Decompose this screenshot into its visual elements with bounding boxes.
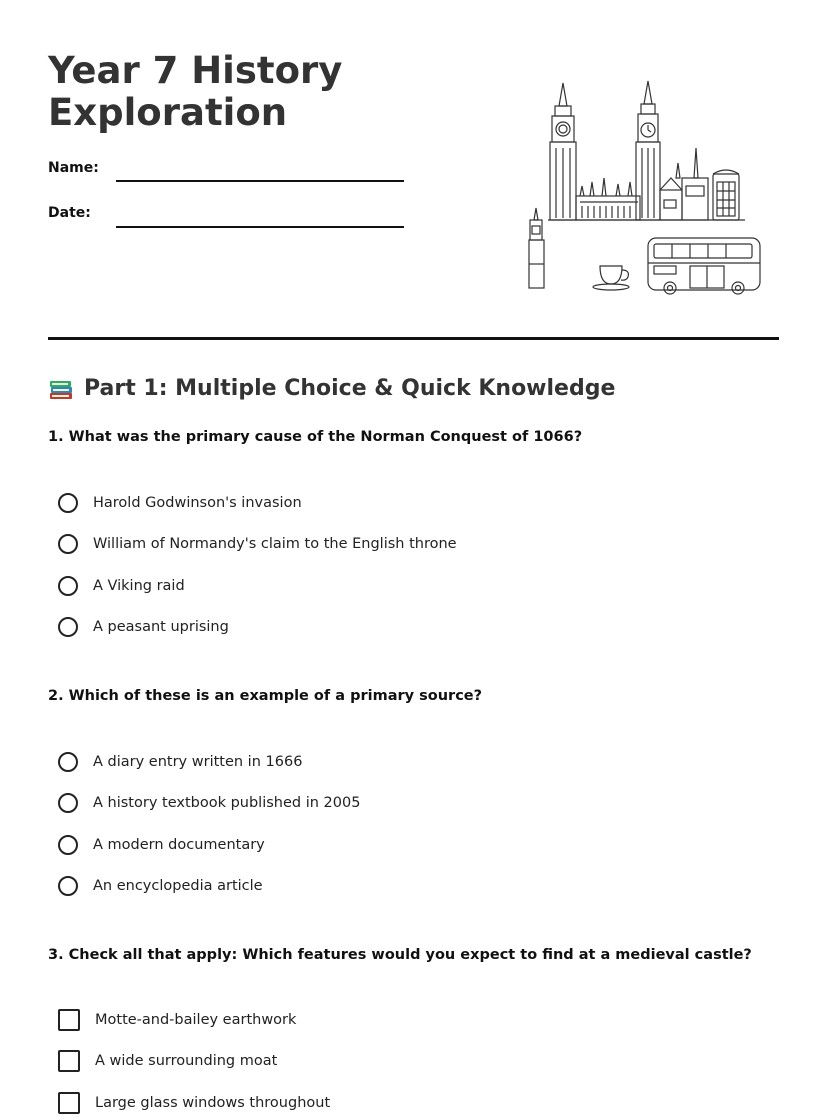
date-line-field[interactable]: [116, 226, 404, 228]
q3-option-2[interactable]: [58, 1049, 277, 1073]
q2-option-2[interactable]: [58, 791, 360, 815]
part-1-heading-text: Part 1: Multiple Choice & Quick Knowledge: [84, 376, 616, 401]
option-label: A wide surrounding moat: [95, 1053, 278, 1069]
worksheet-title: [48, 50, 448, 134]
question-1: 1. What was the primary cause of the Norman Conquest of 1066?: [48, 429, 583, 445]
q1-option-2[interactable]: [58, 532, 457, 556]
checkbox[interactable]: [58, 1009, 80, 1031]
q2-option-3[interactable]: [58, 833, 265, 857]
checkbox[interactable]: [58, 1050, 80, 1072]
option-label: Harold Godwinson's invasion: [93, 495, 302, 511]
radio-button[interactable]: [58, 835, 78, 855]
date-label: Date:: [48, 205, 91, 221]
question-3: 3. Check all that apply: Which features would you expect to find at a medieval castle?: [48, 947, 752, 963]
radio-button[interactable]: [58, 576, 78, 596]
radio-button[interactable]: [58, 876, 78, 896]
q1-option-4[interactable]: [58, 615, 229, 639]
q2-option-4[interactable]: [58, 874, 263, 898]
q1-option-1[interactable]: [58, 491, 302, 515]
radio-button[interactable]: [58, 493, 78, 513]
radio-button[interactable]: [58, 534, 78, 554]
radio-button[interactable]: [58, 752, 78, 772]
question-2: 2. Which of these is an example of a primary source?: [48, 688, 483, 704]
q3-option-3[interactable]: [58, 1091, 330, 1115]
option-label: Large glass windows throughout: [95, 1095, 331, 1111]
option-label: A peasant uprising: [93, 619, 229, 635]
radio-button[interactable]: [58, 617, 78, 637]
books-icon: [48, 376, 74, 402]
option-label: A Viking raid: [93, 578, 185, 594]
option-label: A modern documentary: [93, 837, 265, 853]
q2-option-1[interactable]: [58, 750, 302, 774]
q1-option-3[interactable]: [58, 574, 185, 598]
part-1-heading: [48, 372, 615, 406]
option-label: William of Normandy's claim to the English throne: [93, 536, 457, 552]
london-landmarks-icon: [520, 78, 770, 298]
title-line-1: Year 7 History: [48, 49, 343, 92]
option-label: An encyclopedia article: [93, 878, 263, 894]
option-label: A history textbook published in 2005: [93, 795, 361, 811]
option-label: Motte-and-bailey earthwork: [95, 1012, 297, 1028]
name-line-field[interactable]: [116, 180, 404, 182]
option-label: A diary entry written in 1666: [93, 754, 303, 770]
radio-button[interactable]: [58, 793, 78, 813]
header-divider: [48, 337, 779, 340]
name-label: Name:: [48, 160, 99, 176]
title-line-2: Exploration: [48, 91, 288, 134]
checkbox[interactable]: [58, 1092, 80, 1114]
q3-option-1[interactable]: [58, 1008, 296, 1032]
